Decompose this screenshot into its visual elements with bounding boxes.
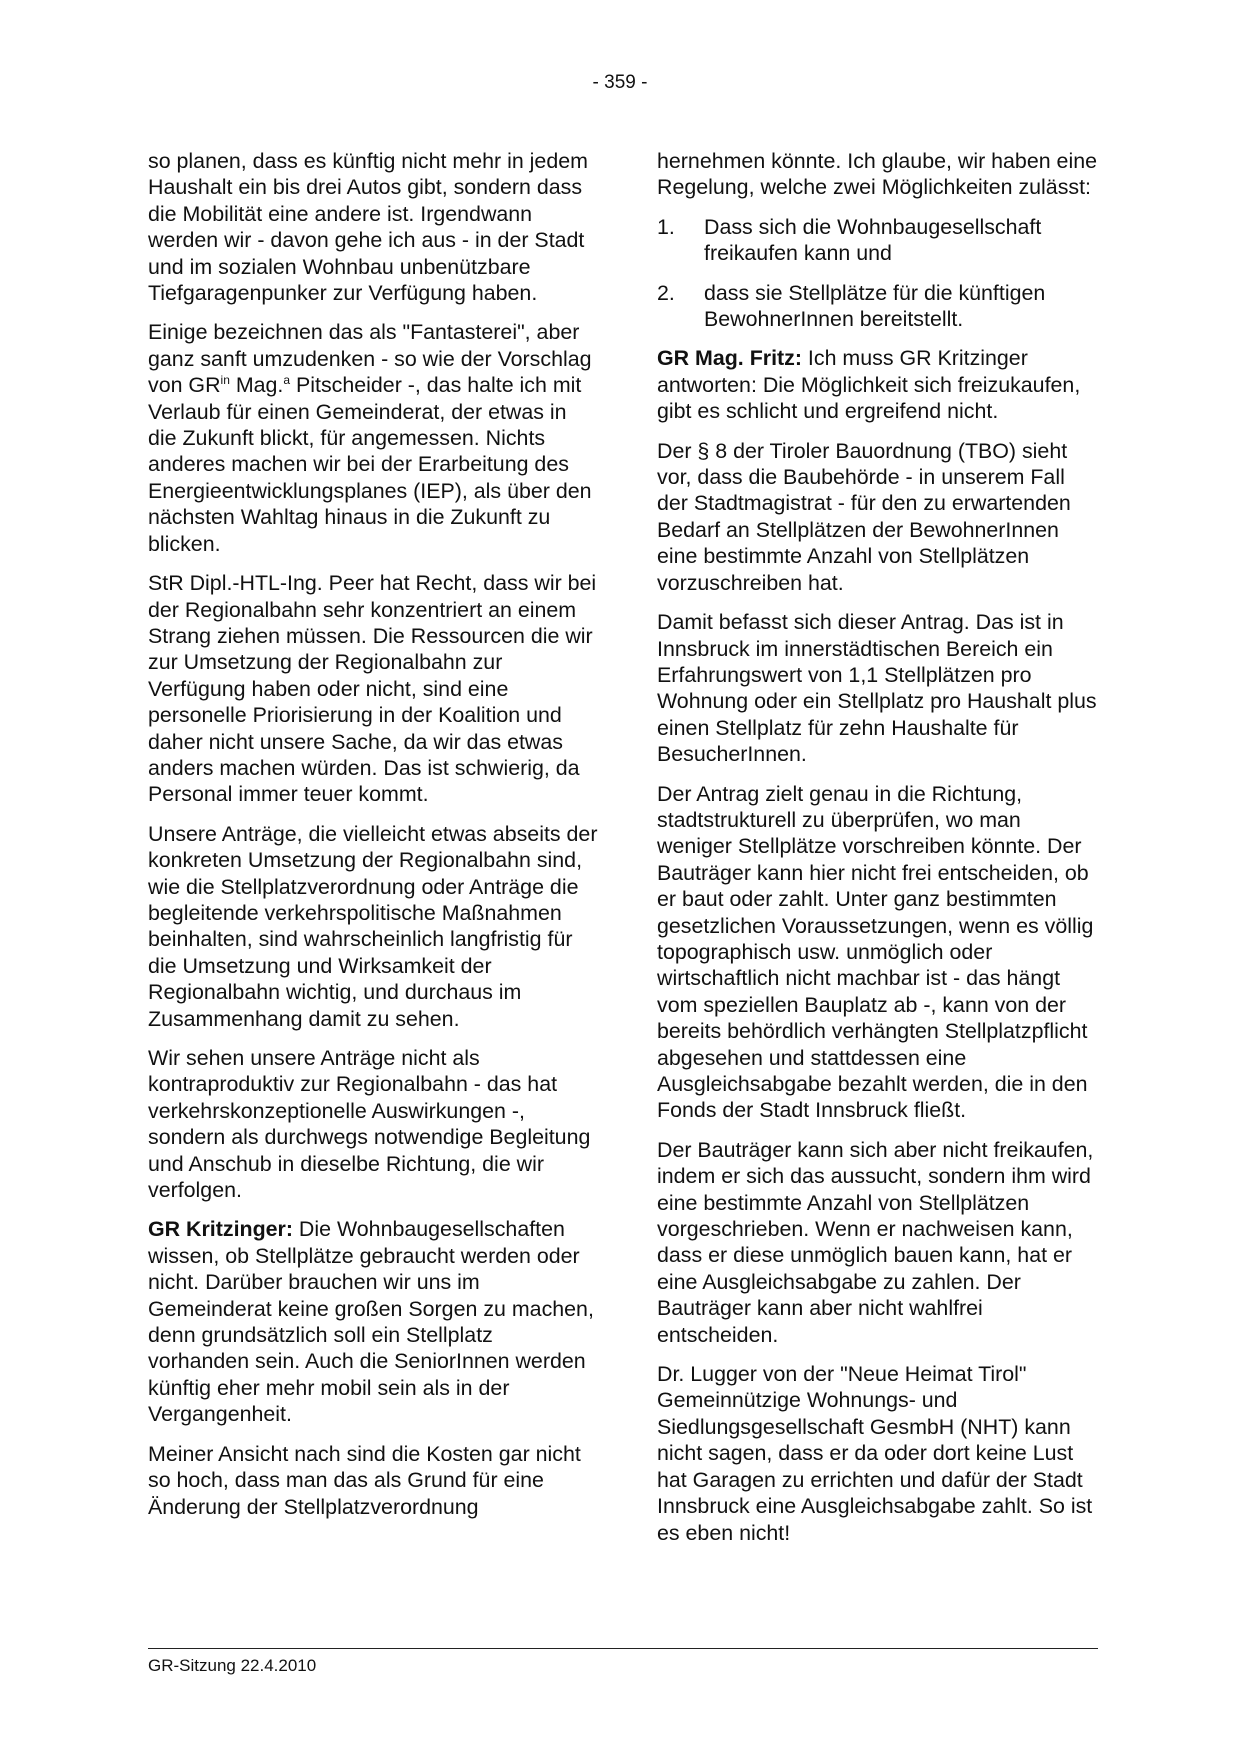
list-number: 2. (657, 280, 675, 305)
paragraph: Der § 8 der Tiroler Bauordnung (TBO) sieht vor, dass die Baubehörde - in unserem Fall der Stadtmagistrat - für den zu erwartenden Bedarf an Stellplätzen der BewohnerInnen eine bestimmte Anzahl von Stellplätzen vorzuschreiben hat. (657, 438, 1071, 595)
list-item (657, 280, 1097, 333)
left-column (148, 148, 598, 1533)
superscript: in (220, 373, 230, 388)
list-text: Dass sich die Wohnbaugesellschaft freikaufen kann und (704, 214, 1042, 266)
numbered-list (657, 214, 1097, 333)
paragraph: StR Dipl.-HTL-Ing. Peer hat Recht, dass wir bei der Regionalbahn sehr konzentriert an einem Strang ziehen müssen. Die Ressourcen die wir zur Umsetzung der Regionalbahn zur Verfügung haben oder nicht, sind eine personelle Priorisierung in der Koalition und daher nicht unsere Sache, da wir das etwas anders machen würden. Das ist schwierig, da Personal immer teuer kommt. (148, 571, 597, 807)
list-number: 1. (657, 214, 675, 239)
paragraph: Damit befasst sich dieser Antrag. Das ist in Innsbruck im innerstädtischen Bereich ein Erfahrungswert von 1,1 Stellplätzen pro Wohnung oder ein Stellplatz pro Haushalt plus einen Stellplatz für zehn Haushalte für BesucherInnen. (657, 610, 1097, 767)
text-run: Die Wohnbaugesellschaften wissen, ob Stellplätze gebraucht werden oder nicht. Darüber brauchen wir uns im Gemeinderat keine großen Sorgen zu machen, denn grundsätzlich soll ein Stellplatz vorhanden sein. Auch die SeniorInnen werden künftig eher mehr mobil sein als in der Vergangenheit. (148, 1217, 594, 1427)
paragraph: so planen, dass es künftig nicht mehr in jedem Haushalt ein bis drei Autos gibt, sondern dass die Mobilität eine andere ist. Irgendwann werden wir - davon gehe ich aus - in der Stadt und im sozialen Wohnbau unbenützbare Tiefgaragenpunker zur Verfügung haben. (148, 149, 588, 306)
superscript: a (283, 373, 291, 388)
paragraph: hernehmen könnte. Ich glaube, wir haben eine Regelung, welche zwei Möglichkeiten zulässt: (657, 149, 1098, 200)
text-run: Mag. (229, 373, 284, 398)
list-text: dass sie Stellplätze für die künftigen BewohnerInnen bereitstellt. (704, 280, 1046, 332)
text-run: Einige bezeichnen das als "Fantasterei", aber ganz sanft umzudenken - so wie der Vorschlag von GR (148, 320, 592, 398)
paragraph (148, 1216, 598, 1427)
paragraph: Wir sehen unsere Anträge nicht als kontraproduktiv zur Regionalbahn - das hat verkehrskonzeptionelle Auswirkungen -, sondern als durchwegs notwendige Begleitung und Anschub in dieselbe Richtung, die wir verfolgen. (148, 1046, 591, 1203)
speaker-name: GR Mag. Fritz: (657, 346, 802, 371)
paragraph: Unsere Anträge, die vielleicht etwas abseits der konkreten Umsetzung der Regionalbahn sind, wie die Stellplatzverordnung oder Anträge die begleitende verkehrspolitische Maßnahmen beinhalten, sind wahrscheinlich langfristig für die Umsetzung und Wirksamkeit der Regionalbahn wichtig, und durchaus im Zusammenhang damit zu sehen. (148, 821, 598, 1031)
paragraph: Meiner Ansicht nach sind die Kosten gar nicht so hoch, dass man das als Grund für eine Änderung der Stellplatzverordnung (148, 1441, 581, 1519)
paragraph (148, 319, 598, 557)
speaker-name: GR Kritzinger: (148, 1217, 293, 1242)
text-run: Ich muss GR Kritzinger antworten: Die Möglichkeit sich freizukaufen, gibt es schlicht und ergreifend nicht. (657, 346, 1081, 424)
paragraph (657, 345, 1097, 424)
paragraph: Der Bauträger kann sich aber nicht freikaufen, indem er sich das aussucht, sondern ihm wird eine bestimmte Anzahl von Stellplätzen vorgeschrieben. Wenn er nachweisen kann, dass er diese unmöglich bauen kann, hat er eine Ausgleichsabgabe zu zahlen. Der Bauträger kann aber nicht wahlfrei entscheiden. (657, 1137, 1094, 1347)
paragraph: Dr. Lugger von der "Neue Heimat Tirol" Gemeinnützige Wohnungs- und Siedlungsgesellschaft GesmbH (NHT) kann nicht sagen, dass er da oder dort keine Lust hat Garagen zu errichten und dafür der Stadt Innsbruck eine Ausgleichsabgabe zahlt. So ist es eben nicht! (657, 1362, 1093, 1545)
footer-text: GR-Sitzung 22.4.2010 (148, 1656, 317, 1675)
paragraph: Der Antrag zielt genau in die Richtung, stadtstrukturell zu überprüfen, wo man weniger Stellplätze vorschreiben könnte. Der Bauträger kann hier nicht frei entscheiden, ob er baut oder zahlt. Unter ganz bestimmten gesetzlichen Voraussetzungen, wenn es völlig topographisch usw. unmöglich oder wirtschaftlich nicht machbar ist - das hängt vom speziellen Bauplatz ab -, kann von der bereits behördlich verhängten Stellplatzpflicht abgesehen und stattdessen eine Ausgleichsabgabe bezahlt werden, die in den Fonds der Stadt Innsbruck fließt. (657, 781, 1094, 1123)
text-run: Pitscheider -, das halte ich mit Verlaub für einen Gemeinderat, der etwas in die Zukunft blickt, für angemessen. Nichts anderes machen wir bei der Erarbeitung des Energieentwicklungsplanes (IEP), als über den nächsten Wahltag hinaus in die Zukunft zu blicken. (148, 373, 592, 556)
right-column (657, 148, 1097, 1559)
page-number: - 359 - (592, 72, 648, 93)
footer-divider (148, 1648, 1098, 1649)
list-item (657, 214, 1097, 267)
